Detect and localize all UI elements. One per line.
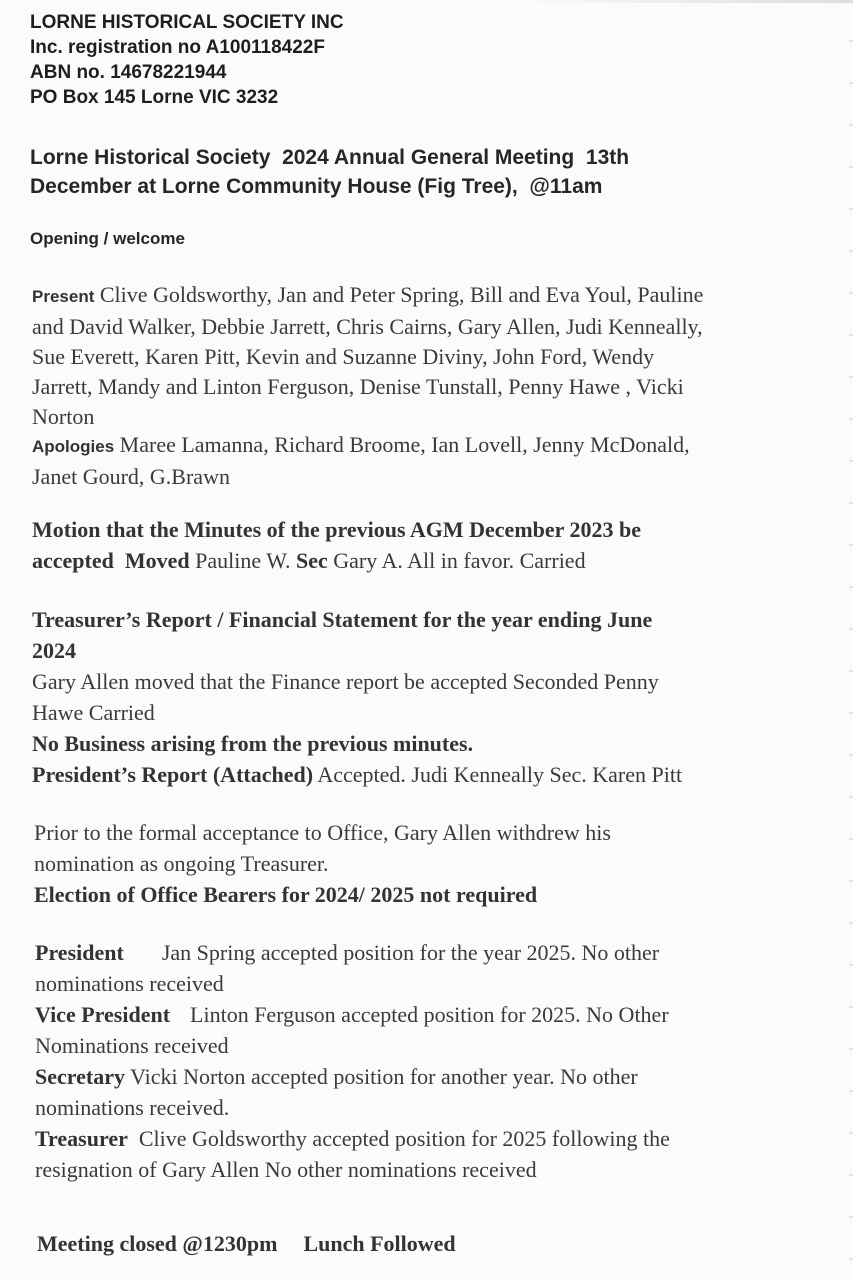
meeting-title-line: December at Lorne Community House (Fig Tree), @11am — [30, 175, 603, 198]
apologies-names-line: Janet Gourd, G.Brawn — [32, 464, 230, 489]
office-detail: Vicki Norton accepted position for another year. No other — [125, 1064, 638, 1089]
election-heading: Election of Office Bearers for 2024/ 2025 not required — [34, 882, 538, 907]
minutes-motion — [32, 514, 641, 576]
office-detail: Nominations received — [35, 1033, 229, 1058]
office-role: President — [35, 940, 124, 965]
present-names-line: Clive Goldsworthy, Jan and Peter Spring, Bill and Eva Youl, Pauline — [99, 282, 704, 307]
apologies-section — [32, 430, 690, 492]
abn-number: ABN no. 14678221944 — [30, 62, 227, 83]
present-section — [32, 280, 703, 432]
treasurer-withdrawal-section — [34, 817, 611, 910]
lunch-followed: Lunch Followed — [303, 1231, 456, 1256]
present-names-line: Sue Everett, Karen Pitt, Kevin and Suzanne Diviny, John Ford, Wendy — [32, 344, 655, 369]
no-business-arising: No Business arising from the previous minutes. — [32, 731, 474, 756]
present-label: Present — [32, 287, 95, 306]
present-names-line: and David Walker, Debbie Jarrett, Chris Cairns, Gary Allen, Judi Kenneally, — [32, 314, 703, 339]
office-detail: resignation of Gary Allen No other nominations received — [35, 1157, 537, 1182]
office-detail: Jan Spring accepted position for the year 2025. No other — [161, 940, 660, 965]
office-detail: nominations received — [35, 971, 224, 996]
apologies-names-line: Maree Lamanna, Richard Broome, Ian Lovell, Jenny McDonald, — [119, 432, 690, 457]
office-role: Vice President — [35, 1002, 171, 1027]
treasurer-report-heading: Treasurer’s Report / Financial Statement for the year ending June — [32, 607, 653, 632]
finance-motion-line: Hawe Carried — [32, 700, 155, 725]
meeting-title-line: Lorne Historical Society 2024 Annual General Meeting 13th — [30, 146, 630, 169]
office-bearer-item — [35, 999, 670, 1061]
office-bearers-list — [35, 937, 670, 1185]
treasurer-report-heading-year: 2024 — [32, 638, 76, 663]
present-names-line: Jarrett, Mandy and Linton Ferguson, Denise Tunstall, Penny Hawe , Vicki — [32, 374, 684, 399]
scan-edge-shadow — [513, 0, 853, 3]
letterhead — [30, 10, 344, 110]
org-name: LORNE HISTORICAL SOCIETY INC — [30, 12, 344, 33]
president-report-label: President’s Report (Attached) — [32, 762, 314, 787]
motion-mover: Pauline W. — [189, 548, 296, 573]
office-detail: Linton Ferguson accepted position for 2025. No Other — [190, 1002, 669, 1027]
office-bearer-item — [35, 1123, 670, 1185]
motion-sec-label: Sec — [295, 548, 328, 573]
office-bearer-item — [35, 937, 670, 999]
motion-result: Gary A. All in favor. Carried — [327, 548, 586, 573]
meeting-closed: Meeting closed @1230pm — [37, 1231, 278, 1256]
office-detail: Clive Goldsworthy accepted position for 2025 following the — [138, 1126, 670, 1151]
withdrawal-line: nomination as ongoing Treasurer. — [34, 851, 329, 876]
treasurer-report-section — [32, 604, 682, 790]
closing-line — [37, 1228, 456, 1259]
president-report-result: Accepted. Judi Kenneally Sec. Karen Pitt — [313, 762, 683, 787]
finance-motion-line: Gary Allen moved that the Finance report be accepted Seconded Penny — [32, 669, 659, 694]
motion-accepted-moved: accepted Moved — [32, 548, 190, 573]
scan-edge-marks — [849, 0, 853, 1280]
office-detail: nominations received. — [35, 1095, 230, 1120]
motion-heading: Motion that the Minutes of the previous AGM December 2023 be — [32, 517, 642, 542]
office-bearer-item — [35, 1061, 670, 1123]
meeting-title — [30, 143, 629, 201]
withdrawal-line: Prior to the formal acceptance to Office, Gary Allen withdrew his — [34, 820, 611, 845]
present-names-line: Norton — [32, 404, 95, 429]
postal-address: PO Box 145 Lorne VIC 3232 — [30, 87, 279, 108]
office-role: Treasurer — [35, 1126, 128, 1151]
opening-heading: Opening / welcome — [30, 229, 185, 248]
registration-number: Inc. registration no A100118422F — [30, 37, 325, 58]
office-role: Secretary — [35, 1064, 125, 1089]
apologies-label: Apologies — [32, 437, 115, 456]
